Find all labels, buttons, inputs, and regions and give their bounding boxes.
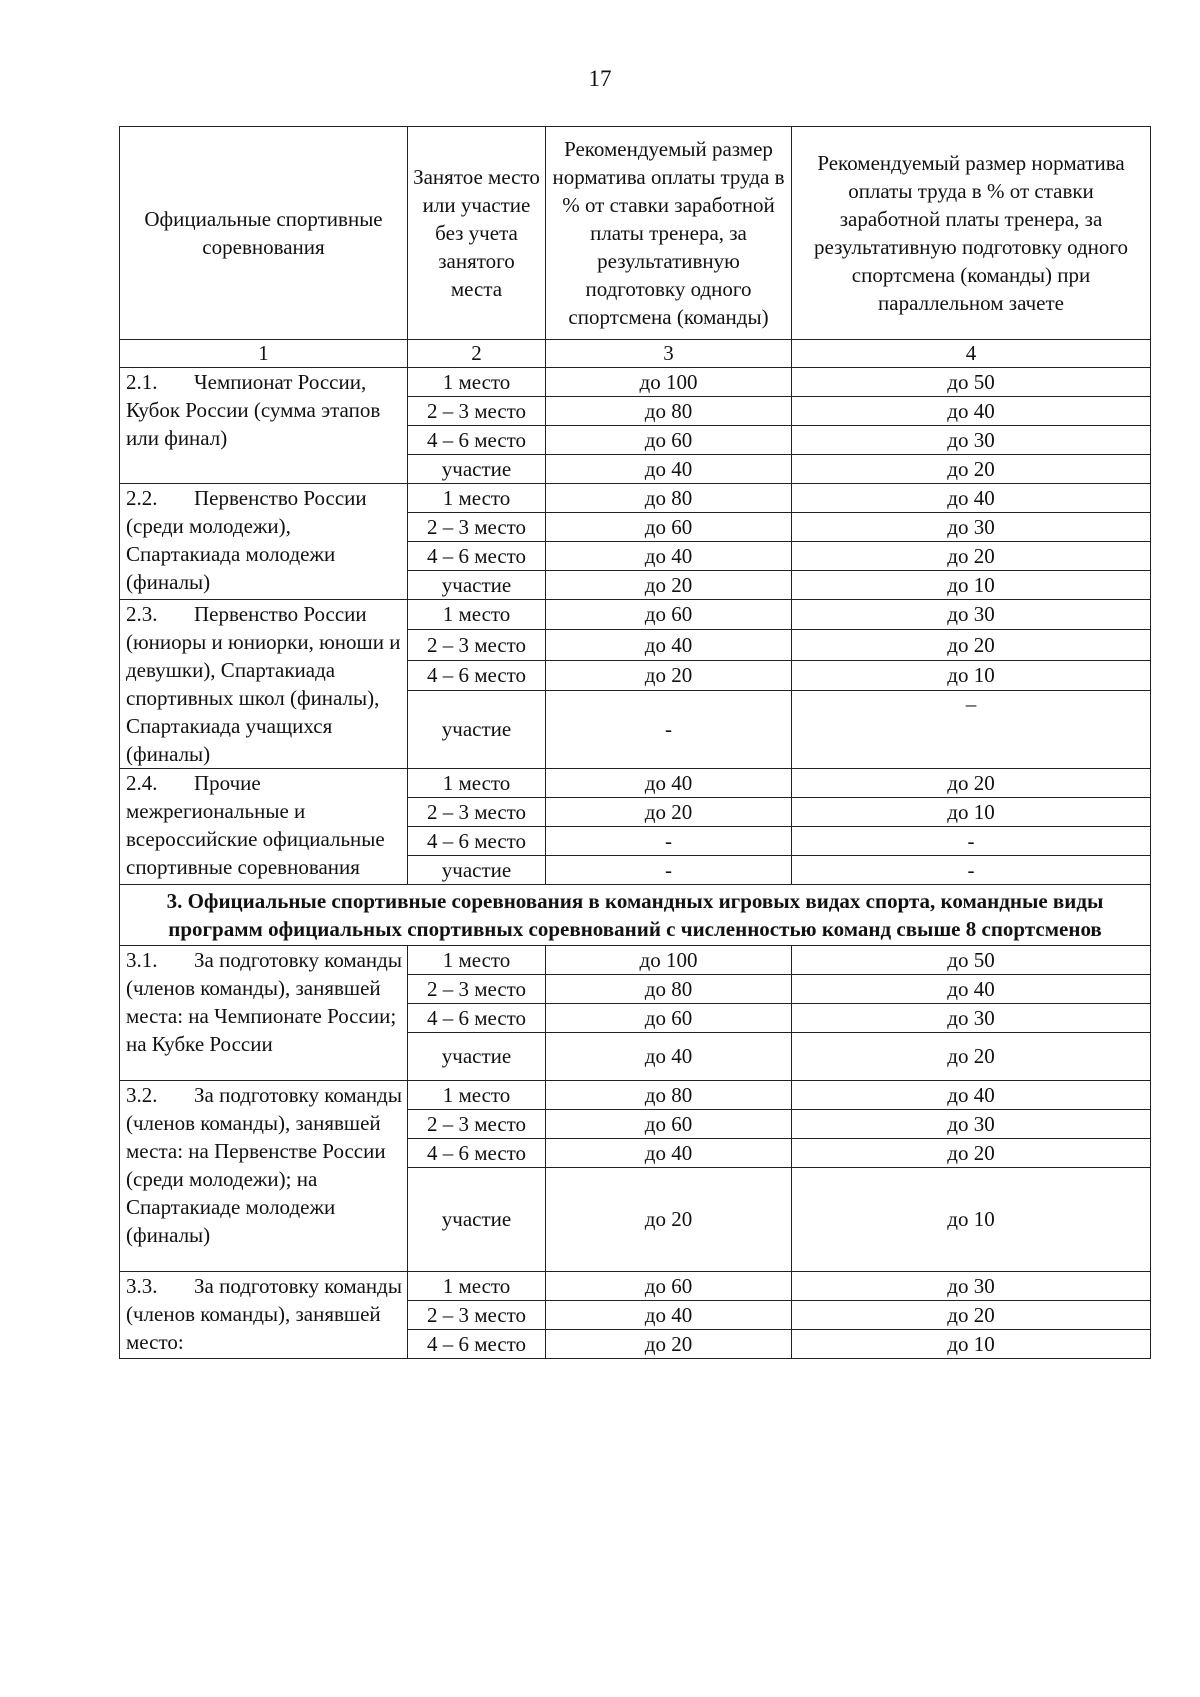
place-cell: участие — [408, 571, 546, 600]
rate-cell: до 100 — [546, 946, 792, 975]
rate-parallel-cell: до 30 — [792, 1110, 1151, 1139]
competition-name-cell — [120, 368, 408, 484]
rate-cell: до 60 — [546, 426, 792, 455]
place-cell: 2 – 3 место — [408, 397, 546, 426]
table-row — [120, 600, 1151, 630]
table-row — [120, 484, 1151, 513]
table-row — [120, 1272, 1151, 1301]
rate-parallel-cell: – — [792, 691, 1151, 769]
rate-parallel-cell: до 30 — [792, 1272, 1151, 1301]
place-cell: 4 – 6 место — [408, 1330, 546, 1359]
place-cell: 1 место — [408, 946, 546, 975]
rate-parallel-cell: до 30 — [792, 600, 1151, 630]
header-col-competitions: Официальные спортивные соревнования — [120, 127, 408, 340]
rate-parallel-cell: до 20 — [792, 769, 1151, 798]
place-cell: участие — [408, 856, 546, 885]
rate-cell: до 80 — [546, 397, 792, 426]
rate-cell: - — [546, 691, 792, 769]
place-cell: 2 – 3 место — [408, 798, 546, 827]
rate-parallel-cell: до 20 — [792, 1033, 1151, 1081]
rate-parallel-cell: - — [792, 856, 1151, 885]
rate-cell: до 20 — [546, 1168, 792, 1272]
competition-name-cell — [120, 1081, 408, 1272]
rate-parallel-cell: до 20 — [792, 455, 1151, 484]
competition-number: 2.2. — [126, 486, 158, 510]
rate-cell: до 80 — [546, 1081, 792, 1110]
rate-cell: до 60 — [546, 1110, 792, 1139]
place-cell: участие — [408, 691, 546, 769]
rate-cell: до 80 — [546, 975, 792, 1004]
place-cell: 4 – 6 место — [408, 660, 546, 690]
rate-parallel-cell: до 40 — [792, 975, 1151, 1004]
rate-parallel-cell: до 20 — [792, 1301, 1151, 1330]
rate-parallel-cell: до 10 — [792, 1330, 1151, 1359]
competition-name: Первенство России (юниоры и юниорки, юноши и девушки), Спартакиада спортивных школ (финалы), Спартакиада учащихся (финалы) — [126, 602, 401, 766]
rate-cell: до 40 — [546, 769, 792, 798]
column-number: 1 — [120, 340, 408, 368]
page-number: 17 — [588, 66, 612, 91]
competition-name: За подготовку команды (членов команды), занявшей место: — [126, 1274, 402, 1354]
rate-cell: до 40 — [546, 630, 792, 660]
rate-parallel-cell: до 10 — [792, 798, 1151, 827]
rate-parallel-cell: до 10 — [792, 571, 1151, 600]
table-body — [120, 127, 1151, 1359]
place-cell: 4 – 6 место — [408, 426, 546, 455]
competition-number: 2.3. — [126, 602, 158, 626]
competition-name-cell — [120, 600, 408, 769]
place-cell: участие — [408, 455, 546, 484]
table-row — [120, 1081, 1151, 1110]
rate-cell: до 40 — [546, 542, 792, 571]
place-cell: 4 – 6 место — [408, 1004, 546, 1033]
place-cell: 2 – 3 место — [408, 630, 546, 660]
rate-cell: до 20 — [546, 1330, 792, 1359]
rate-parallel-cell: до 20 — [792, 1139, 1151, 1168]
rate-parallel-cell: до 10 — [792, 1168, 1151, 1272]
rate-cell: до 20 — [546, 660, 792, 690]
place-cell: 2 – 3 место — [408, 513, 546, 542]
rate-cell: до 60 — [546, 513, 792, 542]
place-cell: участие — [408, 1168, 546, 1272]
competition-number: 3.2. — [126, 1083, 158, 1107]
header-col-place: Занятое место или участие без учета занятого места — [408, 127, 546, 340]
rate-cell: до 20 — [546, 798, 792, 827]
rate-cell: до 40 — [546, 1301, 792, 1330]
place-cell: 1 место — [408, 484, 546, 513]
rate-cell: до 60 — [546, 1272, 792, 1301]
competition-name: За подготовку команды (членов команды), занявшей места: на Чемпионате России; на Кубке России — [126, 948, 402, 1056]
table-row — [120, 946, 1151, 975]
place-cell: 1 место — [408, 769, 546, 798]
column-number: 3 — [546, 340, 792, 368]
place-cell: участие — [408, 1033, 546, 1081]
competition-name: Первенство России (среди молодежи), Спартакиада молодежи (финалы) — [126, 486, 367, 594]
competition-name-cell — [120, 769, 408, 885]
rate-parallel-cell: до 20 — [792, 630, 1151, 660]
rate-cell: до 60 — [546, 600, 792, 630]
competition-name-cell — [120, 946, 408, 1081]
section-title-row — [120, 885, 1151, 946]
rate-cell: до 40 — [546, 455, 792, 484]
header-col-rate-parallel: Рекомендуемый размер норматива оплаты труда в % от ставки заработной платы тренера, за результативную подготовку одного спортсмена (команды) при параллельном зачете — [792, 127, 1151, 340]
place-cell: 1 место — [408, 1081, 546, 1110]
competition-name-cell — [120, 1272, 408, 1359]
rate-parallel-cell: до 40 — [792, 1081, 1151, 1110]
rate-cell: до 40 — [546, 1139, 792, 1168]
competition-number: 3.1. — [126, 948, 158, 972]
rate-cell: до 100 — [546, 368, 792, 397]
competition-name: За подготовку команды (членов команды), занявшей места: на Первенстве России (среди молодежи); на Спартакиаде молодежи (финалы) — [126, 1083, 402, 1247]
rate-cell: - — [546, 827, 792, 856]
column-number: 4 — [792, 340, 1151, 368]
rate-parallel-cell: до 30 — [792, 513, 1151, 542]
place-cell: 4 – 6 место — [408, 542, 546, 571]
column-number: 2 — [408, 340, 546, 368]
rate-cell: до 80 — [546, 484, 792, 513]
rate-parallel-cell: до 20 — [792, 542, 1151, 571]
place-cell: 4 – 6 место — [408, 1139, 546, 1168]
competition-name: Прочие межрегиональные и всероссийские официальные спортивные соревнования — [126, 771, 385, 879]
competition-name: Чемпионат России, Кубок России (сумма этапов или финал) — [126, 370, 381, 450]
section-title: 3. Официальные спортивные соревнования в командных игровых видах спорта, командные виды программ официальных спортивных соревнований с численностью команд свыше 8 спортсменов — [120, 885, 1151, 946]
rate-parallel-cell: до 40 — [792, 397, 1151, 426]
rate-parallel-cell: до 30 — [792, 426, 1151, 455]
rate-cell: - — [546, 856, 792, 885]
place-cell: 2 – 3 место — [408, 1110, 546, 1139]
place-cell: 2 – 3 место — [408, 1301, 546, 1330]
rate-parallel-cell: - — [792, 827, 1151, 856]
place-cell: 4 – 6 место — [408, 827, 546, 856]
rate-cell: до 60 — [546, 1004, 792, 1033]
rate-cell: до 20 — [546, 571, 792, 600]
rate-parallel-cell: до 50 — [792, 946, 1151, 975]
column-number-row — [120, 340, 1151, 368]
header-row — [120, 127, 1151, 340]
rate-parallel-cell: до 40 — [792, 484, 1151, 513]
place-cell: 1 место — [408, 368, 546, 397]
competition-number: 2.1. — [126, 370, 158, 394]
place-cell: 1 место — [408, 600, 546, 630]
rate-parallel-cell: до 30 — [792, 1004, 1151, 1033]
rate-parallel-cell: до 10 — [792, 660, 1151, 690]
remuneration-table — [119, 126, 1151, 1359]
competition-number: 3.3. — [126, 1274, 158, 1298]
competition-name-cell — [120, 484, 408, 600]
place-cell: 1 место — [408, 1272, 546, 1301]
header-col-rate: Рекомендуемый размер норматива оплаты труда в % от ставки заработной платы тренера, за результативную подготовку одного спортсмена (команды) — [546, 127, 792, 340]
place-cell: 2 – 3 место — [408, 975, 546, 1004]
rate-parallel-cell: до 50 — [792, 368, 1151, 397]
table-row — [120, 368, 1151, 397]
rate-cell: до 40 — [546, 1033, 792, 1081]
competition-number: 2.4. — [126, 771, 158, 795]
table-row — [120, 769, 1151, 798]
